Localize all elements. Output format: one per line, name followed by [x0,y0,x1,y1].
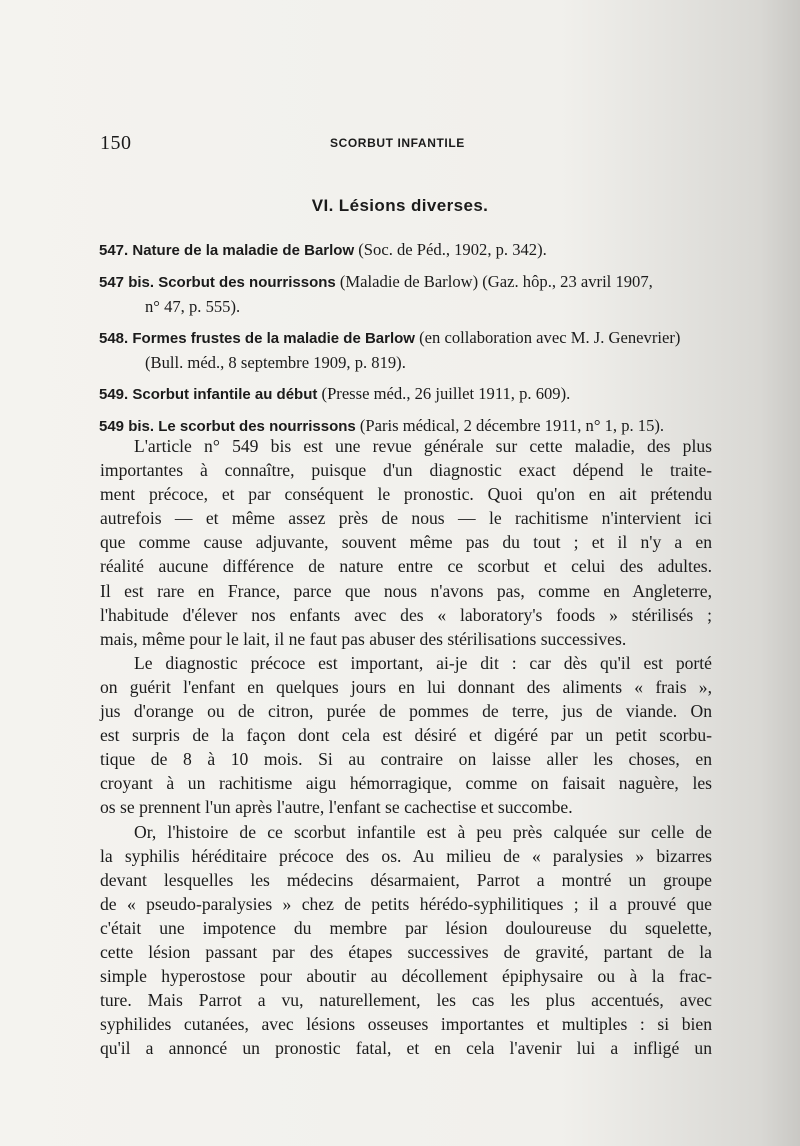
reference-title: Scorbut infantile au début [132,386,318,403]
text-line: réalité aucune différence de nature entre ce scorbut et celui des adultes. [100,556,712,577]
text-line: devant lesquelles les médecins désarmaient, Parrot a montré un groupe [100,869,712,890]
text-line: mais, même pour le lait, il ne faut pas abuser des stérilisations successives. [100,628,627,649]
text-line: qu'il a annoncé un pronostic fatal, et en cela l'avenir lui a infligé un [100,1038,712,1059]
text-line: jus d'orange ou de citron, purée de pommes de terre, jus de viande. On [100,701,712,722]
paragraph-2 [100,651,712,820]
text-line: croyant à un rachitisme aigu hémorragique, comme on faisait naguère, les [100,773,712,794]
paragraph-1 [100,434,712,651]
reference-continuation: n° 47, p. 555). [145,297,241,316]
text-line: L'article n° 549 bis est une revue générale sur cette maladie, des plus [134,436,712,456]
reference-entry [100,238,712,263]
running-head: SCORBUT INFANTILE [330,136,465,150]
reference-entry [100,382,712,407]
text-line: Or, l'histoire de ce scorbut infantile est à peu près calquée sur celle de [134,821,712,842]
text-line: autrefois — et même assez près de nous — le rachitisme n'intervient ici [100,508,712,529]
reference-continuation: (Bull. méd., 8 septembre 1909, p. 819). [145,353,406,372]
reference-citation: (Maladie de Barlow) (Gaz. hôp., 23 avril 1907, [335,272,653,291]
reference-number: 549 bis. [99,418,159,435]
text-line: Il est rare en France, parce que nous n'avons pas, comme en Angleterre, [100,580,712,601]
reference-citation: (Presse méd., 26 juillet 1911, p. 609). [317,384,571,403]
text-line: est surpris de la façon dont cela est désiré et digéré par un petit scorbu- [100,725,712,746]
reference-citation: (Soc. de Péd., 1902, p. 342). [354,240,547,259]
text-line: simple hyperostose pour aboutir au décollement épiphysaire ou à la frac- [100,966,712,987]
reference-title: Scorbut des nourrissons [158,274,336,291]
reference-number: 549. [99,386,133,403]
text-line: la syphilis héréditaire précoce des os. Au milieu de « paralysies » bizarres [100,845,712,866]
section-title: VI. Lésions diverses. [311,196,489,215]
text-line: c'était une impotence du membre par lésion douloureuse du squelette, [100,917,712,938]
reference-title: Nature de la maladie de Barlow [132,242,355,259]
text-line: importantes à connaître, puisque d'un diagnostic exact dépend le traite- [100,460,712,481]
page-header [100,132,710,156]
paragraph-3 [100,820,712,1061]
text-line: Le diagnostic précoce est important, ai-je dit : car dès qu'il est porté [134,652,712,673]
text-line: syphilides cutanées, avec lésions osseuses importantes et multiples : si bien [100,1014,712,1035]
text-line: de « pseudo-paralysies » chez de petits hérédo-syphilitiques ; il a prouvé que [100,893,712,914]
text-line: os se prennent l'un après l'autre, l'enfant se cachectise et succombe. [100,797,573,818]
text-line: ment précoce, et par conséquent le pronostic. Quoi qu'on en ait prétendu [100,484,712,505]
text-line: ture. Mais Parrot a vu, naturellement, les cas les plus accentués, avec [100,990,712,1011]
text-line: l'habitude d'élever nos enfants avec des « laboratory's foods » stérilisés ; [100,604,712,625]
reference-title: Le scorbut des nourrissons [158,418,356,435]
text-line: que comme cause adjuvante, souvent même pas du tout ; et il n'y a en [100,532,712,553]
reference-number: 548. [99,330,133,347]
text-line: on guérit l'enfant en quelques jours en lui donnant des aliments « frais », [100,676,712,697]
reference-list [100,238,712,446]
text-line: cette lésion passant par des étapes successives de gravité, partant de la [100,941,712,962]
reference-number: 547. [99,242,133,259]
reference-title: Formes frustes de la maladie de Barlow [132,330,415,347]
text-line: tique de 8 à 10 mois. Si au contraire on laisse aller les choses, en [100,749,712,770]
body-text [100,434,712,1060]
page-number: 150 [100,132,132,154]
reference-citation: (Paris médical, 2 décembre 1911, n° 1, p. 15). [355,416,665,435]
reference-entry [100,326,712,375]
reference-number: 547 bis. [99,274,159,291]
reference-entry [100,270,712,319]
reference-citation: (en collaboration avec M. J. Genevrier) [414,328,681,347]
